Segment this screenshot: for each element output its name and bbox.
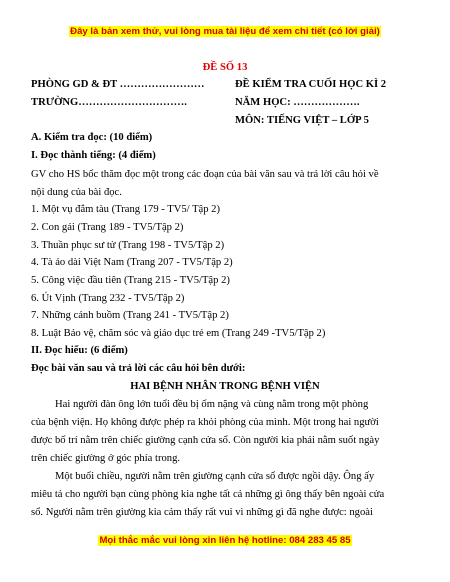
section-1-heading: I. Đọc thành tiếng: (4 điểm) bbox=[31, 150, 156, 161]
story-line: Hai người đàn ông lớn tuổi đều bị ốm nặng và cùng nằm trong một phòng bbox=[55, 399, 369, 410]
read-instruction: Đọc bài văn sau và trả lời các câu hỏi bên dưới: bbox=[31, 363, 246, 374]
story-line: miêu tả cho người bạn cùng phòng kia nghe tất cả những gì ông thấy bên ngoài cửa bbox=[31, 489, 385, 500]
reading-list-item: 2. Con gái (Trang 189 - TV5/Tập 2) bbox=[31, 222, 184, 233]
story-line: sổ. Người nằm trên giường kia cảm thấy rất vui vì những gì đã nghe được: ngoài bbox=[31, 507, 373, 518]
story-line: trên chiếc giường ở góc phía trong. bbox=[31, 453, 181, 464]
hotline-banner: Mọi thắc mắc vui lòng xin liên hệ hotline: 084 283 45 85 bbox=[99, 535, 351, 546]
reading-list-item: 5. Công việc đầu tiên (Trang 215 - TV5/Tập 2) bbox=[31, 275, 230, 286]
reading-list-item: 1. Một vụ đắm tàu (Trang 179 - TV5/ Tập 2) bbox=[31, 204, 221, 215]
section-2-heading: II. Đọc hiểu: (6 điểm) bbox=[31, 345, 128, 356]
story-line: Một buổi chiều, người nằm trên giường cạnh cửa sổ được ngồi dậy. Ông ấy bbox=[55, 471, 375, 482]
exam-title: ĐỀ KIỂM TRA CUỐI HỌC KÌ 2 bbox=[235, 79, 387, 90]
reading-list-item: 6. Út Vịnh (Trang 232 - TV5/Tập 2) bbox=[31, 293, 185, 304]
preview-banner: Đây là bản xem thử, vui lòng mua tài liệu để xem chi tiết (có lời giải) bbox=[70, 26, 380, 37]
reading-list-item: 8. Luật Bảo vệ, chăm sóc và giáo dục trẻ em (Trang 249 -TV5/Tập 2) bbox=[31, 328, 326, 339]
school-department: PHÒNG GD & ĐT …………………… bbox=[31, 79, 205, 90]
instruction-line: nội dung của bài đọc. bbox=[31, 187, 122, 198]
subject: MÔN: TIẾNG VIỆT – LỚP 5 bbox=[235, 115, 369, 126]
school-name: TRƯỜNG…………………………. bbox=[31, 97, 187, 108]
instruction-line: GV cho HS bốc thăm đọc một trong các đoạn của bài văn sau và trả lời câu hỏi về bbox=[31, 169, 379, 180]
story-title: HAI BỆNH NHÂN TRONG BỆNH VIỆN bbox=[130, 381, 320, 392]
story-line: được bố trí nằm trên chiếc giường cạnh cửa sổ. Còn người kia phải nằm suốt ngày bbox=[31, 435, 380, 446]
reading-list-item: 7. Những cánh buồm (Trang 241 - TV5/Tập 2) bbox=[31, 310, 229, 321]
reading-list-item: 3. Thuần phục sư tử (Trang 198 - TV5/Tập 2) bbox=[31, 240, 225, 251]
section-a-heading: A. Kiểm tra đọc: (10 điểm) bbox=[31, 132, 153, 143]
school-year: NĂM HỌC: ………………. bbox=[235, 97, 360, 108]
exam-number: ĐỀ SỐ 13 bbox=[202, 62, 248, 73]
reading-list-item: 4. Tà áo dài Việt Nam (Trang 207 - TV5/Tập 2) bbox=[31, 257, 233, 268]
story-line: của bệnh viện. Họ không được phép ra khỏi phòng của mình. Một trong hai người bbox=[31, 417, 379, 428]
